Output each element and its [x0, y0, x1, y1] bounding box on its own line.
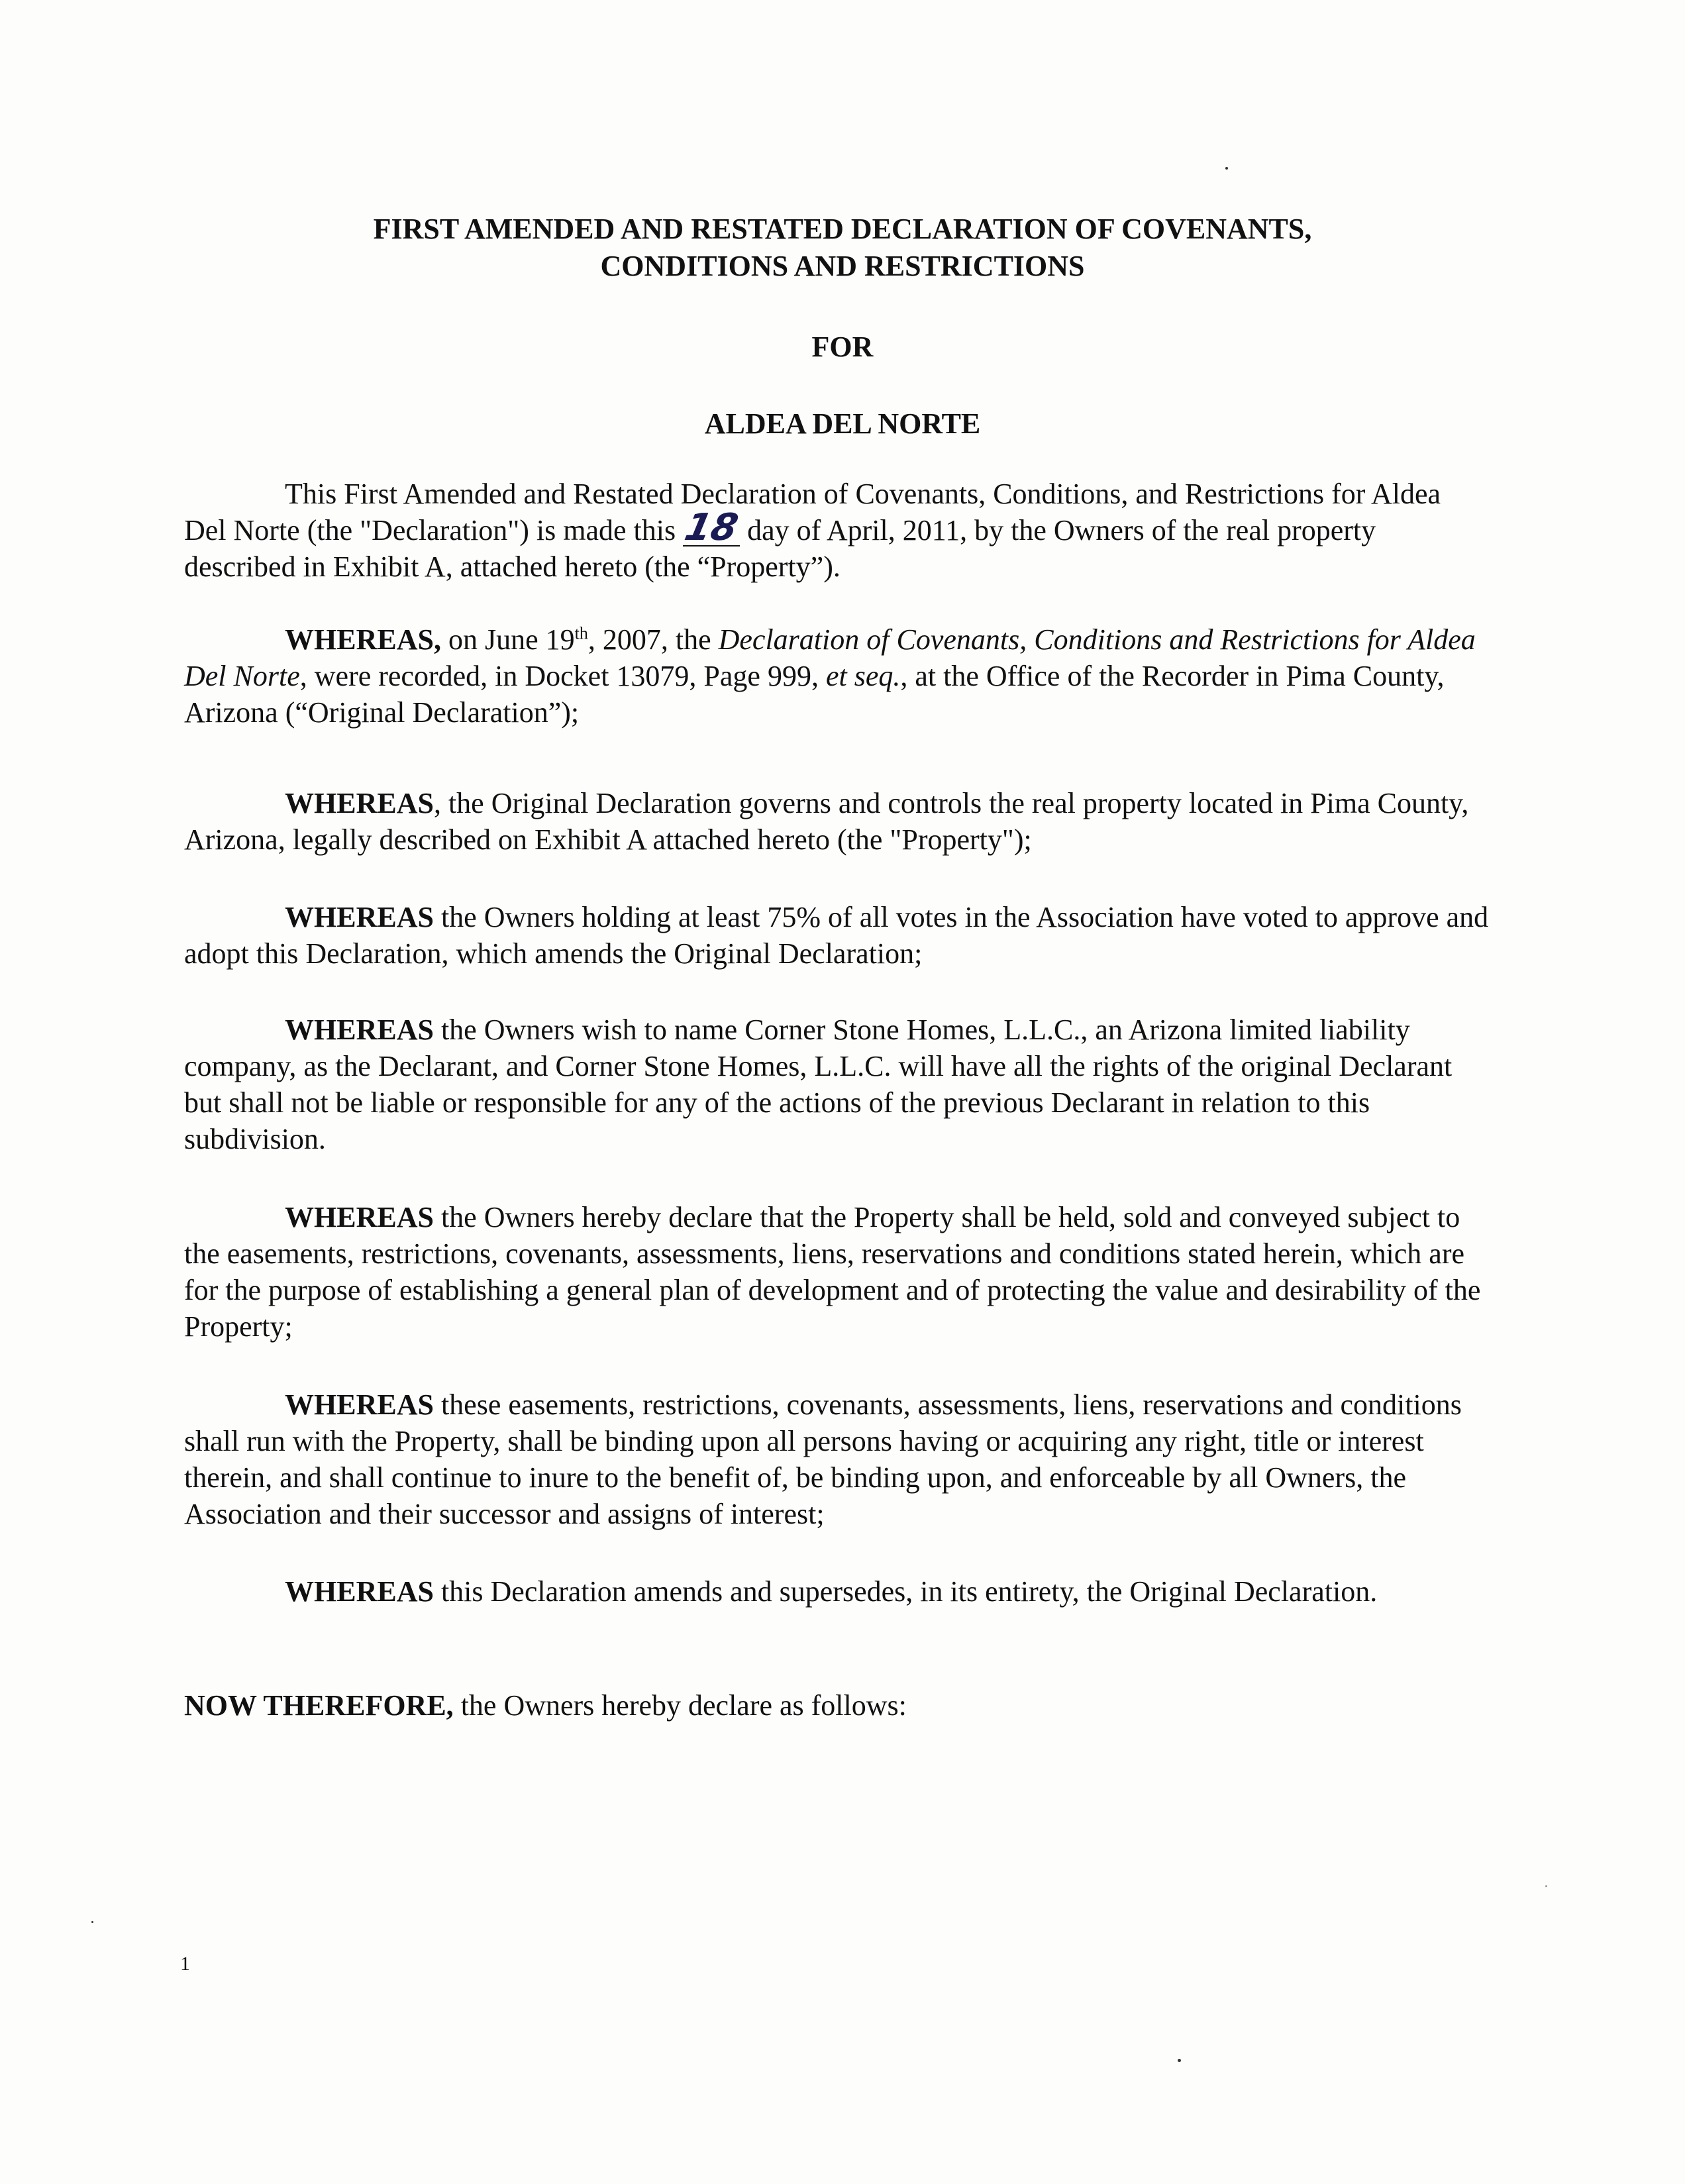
intro-text-after-day: day of April, 2011, by the Owners of the real property described in Exhibit A, attached hereto (the “Property”).	[184, 514, 1376, 583]
original-declaration-title: Declaration of Covenants, Conditions and Restrictions for Aldea Del Norte	[184, 623, 1476, 692]
whereas-text: on June 19	[440, 623, 575, 656]
scan-speck	[1178, 2059, 1181, 2062]
for-heading: FOR	[811, 331, 874, 363]
whereas-paragraph-3	[184, 899, 1489, 972]
whereas-paragraph-5	[184, 1199, 1489, 1345]
handwritten-day: 18	[681, 506, 742, 549]
whereas-lead: WHEREAS	[285, 1575, 434, 1608]
title-line-2: CONDITIONS AND RESTRICTIONS	[600, 250, 1085, 282]
whereas-lead: WHEREAS	[285, 1201, 434, 1233]
whereas-text: , were recorded, in Docket 13079, Page 999,	[299, 660, 826, 692]
whereas-text: these easements, restrictions, covenants, assessments, liens, reservations and conditions shall run with the Property, shall be binding upon all persons having or acquiring any right, title or interest therein, and shall continue to inure to the benefit of, be binding upon, and enforceable by all Owners, the Association and their successor and assigns of interest;	[184, 1388, 1462, 1530]
intro-paragraph	[184, 476, 1489, 585]
scan-speck	[91, 1921, 93, 1923]
title-line-1: FIRST AMENDED AND RESTATED DECLARATION OF COVENANTS,	[373, 213, 1312, 245]
whereas-paragraph-4	[184, 1012, 1489, 1157]
now-therefore-text: the Owners hereby declare as follows:	[453, 1689, 907, 1722]
whereas-text: , 2007, the	[587, 623, 719, 656]
handwritten-day-field	[681, 506, 742, 549]
now-therefore-paragraph	[184, 1687, 1489, 1724]
whereas-lead: WHEREAS	[285, 1014, 434, 1046]
now-therefore-lead: NOW THEREFORE,	[184, 1689, 454, 1722]
whereas-paragraph-2	[184, 785, 1489, 858]
whereas-text: the Owners wish to name Corner Stone Homes, L.L.C., an Arizona limited liability company, as the Declarant, and Corner Stone Homes, L.L.C. will have all the rights of the original Declarant but shall not be liable or responsible for any of the actions of the previous Declarant in relation to this subdivision.	[184, 1014, 1453, 1155]
whereas-text: , the Original Declaration governs and controls the real property located in Pima County, Arizona, legally described on Exhibit A attached hereto (the "Property");	[184, 787, 1469, 856]
whereas-lead: WHEREAS,	[285, 623, 441, 656]
whereas-text: this Declaration amends and supersedes, in its entirety, the Original Declaration.	[433, 1575, 1378, 1608]
subject-heading: ALDEA DEL NORTE	[704, 407, 981, 440]
scan-speck	[1545, 1885, 1547, 1887]
whereas-lead: WHEREAS	[285, 1388, 434, 1421]
whereas-lead: WHEREAS	[285, 787, 434, 819]
scan-speck	[1225, 167, 1228, 170]
page-number: 1	[180, 1953, 190, 1975]
document-title	[0, 211, 1685, 285]
whereas-paragraph-7	[184, 1573, 1489, 1610]
whereas-paragraph-1	[184, 621, 1489, 731]
whereas-text: the Owners hereby declare that the Property shall be held, sold and conveyed subject to the easements, restrictions, covenants, assessments, liens, reservations and conditions stated herein, which are for the purpose of establishing a general plan of development and of protecting the value and desirability of the Property;	[184, 1201, 1481, 1343]
et-seq: et seq.	[825, 660, 901, 692]
whereas-text: the Owners holding at least 75% of all votes in the Association have voted to approve and adopt this Declaration, which amends the Original Declaration;	[184, 901, 1489, 970]
whereas-lead: WHEREAS	[285, 901, 434, 933]
whereas-paragraph-6	[184, 1386, 1489, 1532]
intro-text-before-day: This First Amended and Restated Declaration of Covenants, Conditions, and Restrictions for Aldea Del Norte (the "Declaration") is made this	[184, 478, 1441, 546]
ordinal-suffix: th	[574, 623, 588, 643]
whereas-text: , at the Office of the Recorder in Pima County, Arizona (“Original Declaration”);	[184, 660, 1445, 729]
